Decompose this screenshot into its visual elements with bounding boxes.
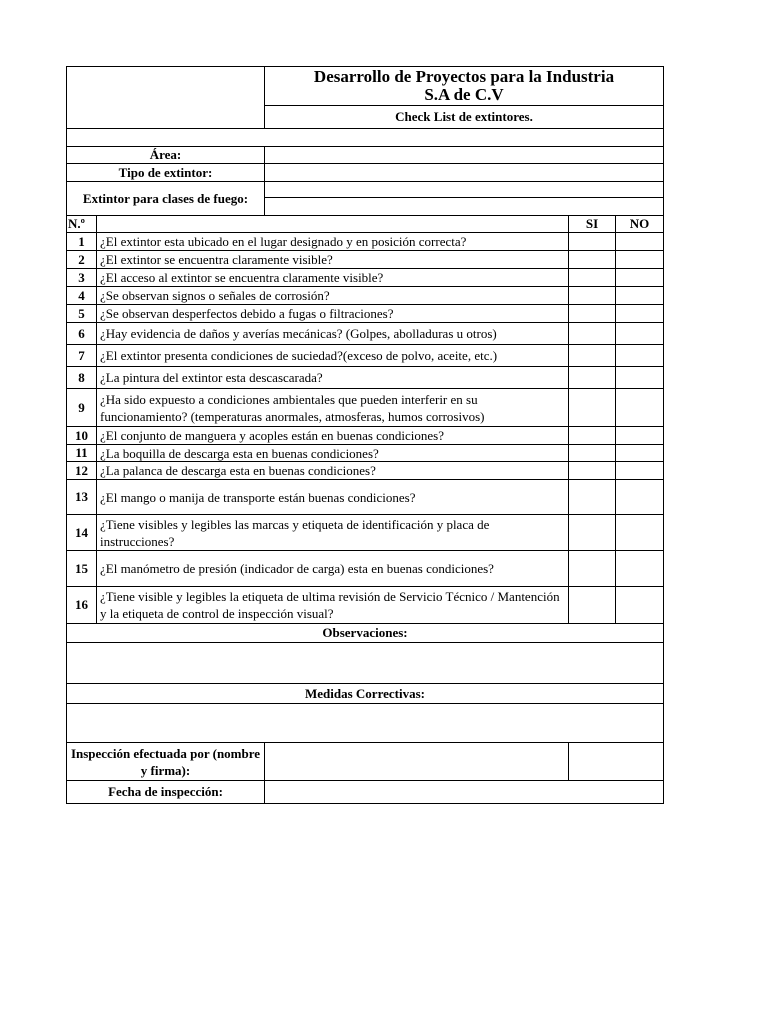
item-question: ¿La boquilla de descarga esta en buenas condiciones?: [97, 445, 569, 461]
table-row: [67, 480, 663, 515]
table-row: [67, 551, 663, 587]
si-checkbox[interactable]: [569, 551, 616, 586]
item-question: ¿La pintura del extintor esta descascarada?: [97, 367, 569, 388]
clases-label: Extintor para clases de fuego:: [67, 182, 265, 215]
no-checkbox[interactable]: [616, 251, 663, 268]
no-header: NO: [629, 216, 650, 231]
si-checkbox[interactable]: [569, 345, 616, 366]
medidas-label: Medidas Correctivas:: [305, 685, 425, 701]
si-checkbox[interactable]: [569, 587, 616, 623]
table-row: [67, 427, 663, 445]
si-checkbox[interactable]: [569, 305, 616, 322]
no-checkbox[interactable]: [616, 345, 663, 366]
item-number: 11: [67, 445, 97, 461]
logo-area: [67, 67, 265, 128]
table-row: [67, 367, 663, 389]
observaciones-label: Observaciones:: [322, 625, 408, 640]
si-checkbox[interactable]: [569, 389, 616, 426]
table-row: [67, 587, 663, 624]
inspeccion-field[interactable]: [265, 743, 569, 780]
item-question: ¿El acceso al extintor se encuentra claramente visible?: [97, 269, 569, 286]
item-question: ¿La palanca de descarga esta en buenas condiciones?: [97, 462, 569, 479]
medidas-header-row: [67, 684, 663, 704]
item-number: 3: [67, 269, 97, 286]
table-row: [67, 251, 663, 269]
si-checkbox[interactable]: [569, 515, 616, 550]
item-question: ¿El conjunto de manguera y acoples están en buenas condiciones?: [97, 427, 569, 444]
no-checkbox[interactable]: [616, 389, 663, 426]
item-question: ¿Se observan desperfectos debido a fugas o filtraciones?: [97, 305, 569, 322]
si-header: SI: [569, 216, 616, 232]
observaciones-field[interactable]: [67, 643, 663, 684]
company-name: [265, 67, 663, 106]
si-checkbox[interactable]: [569, 427, 616, 444]
item-question: ¿El extintor presenta condiciones de suciedad?(exceso de polvo, aceite, etc.): [97, 345, 569, 366]
clases-row: [67, 182, 663, 216]
no-checkbox[interactable]: [616, 445, 663, 461]
si-checkbox[interactable]: [569, 462, 616, 479]
item-question: ¿El extintor se encuentra claramente visible?: [97, 251, 569, 268]
no-checkbox[interactable]: [616, 587, 663, 623]
no-checkbox[interactable]: [616, 269, 663, 286]
no-checkbox[interactable]: [616, 323, 663, 344]
si-checkbox[interactable]: [569, 251, 616, 268]
item-question: ¿Se observan signos o señales de corrosión?: [97, 287, 569, 304]
table-row: [67, 305, 663, 323]
title-block: [265, 67, 663, 128]
item-number: 9: [67, 389, 97, 426]
tipo-label: Tipo de extintor:: [67, 164, 265, 181]
item-number: 12: [67, 462, 97, 479]
item-question: ¿El mango o manija de transporte están buenas condiciones?: [97, 480, 569, 514]
checklist-form: [66, 66, 664, 804]
item-number: 8: [67, 367, 97, 388]
num-header: N.º: [67, 216, 97, 232]
table-row: [67, 233, 663, 251]
table-row: [67, 345, 663, 367]
item-question: ¿El extintor esta ubicado en el lugar designado y en posición correcta?: [97, 233, 569, 250]
item-number: 14: [67, 515, 97, 550]
header-row: [67, 67, 663, 129]
tipo-row: [67, 164, 663, 182]
area-label: Área:: [67, 147, 265, 163]
item-question: ¿Tiene visible y legibles la etiqueta de ultima revisión de Servicio Técnico / Mantención y la etiqueta de control de inspección visual?: [97, 587, 569, 623]
clases-field[interactable]: [265, 182, 663, 215]
item-question: ¿El manómetro de presión (indicador de carga) esta en buenas condiciones?: [97, 551, 569, 586]
fecha-field[interactable]: [265, 781, 663, 803]
table-row: [67, 445, 663, 462]
table-row: [67, 269, 663, 287]
question-header: [97, 216, 569, 232]
tipo-field[interactable]: [265, 164, 663, 181]
fecha-label: Fecha de inspección:: [67, 781, 265, 803]
company-line-1: Desarrollo de Proyectos para la Industria: [313, 67, 615, 86]
si-checkbox[interactable]: [569, 367, 616, 388]
item-number: 16: [67, 587, 97, 623]
item-number: 13: [67, 480, 97, 514]
fecha-row: [67, 781, 663, 803]
spacer-row: [67, 129, 663, 147]
clases-line-1[interactable]: [265, 182, 663, 198]
item-number: 2: [67, 251, 97, 268]
no-checkbox[interactable]: [616, 480, 663, 514]
no-checkbox[interactable]: [616, 305, 663, 322]
si-checkbox[interactable]: [569, 233, 616, 250]
si-checkbox[interactable]: [569, 269, 616, 286]
firma-field[interactable]: [569, 743, 663, 780]
no-checkbox[interactable]: [616, 551, 663, 586]
table-row: [67, 323, 663, 345]
no-checkbox[interactable]: [616, 427, 663, 444]
si-checkbox[interactable]: [569, 323, 616, 344]
item-number: 5: [67, 305, 97, 322]
item-number: 4: [67, 287, 97, 304]
item-number: 6: [67, 323, 97, 344]
item-number: 15: [67, 551, 97, 586]
observaciones-header-row: [67, 624, 663, 643]
no-checkbox[interactable]: [616, 462, 663, 479]
medidas-field[interactable]: [67, 704, 663, 743]
no-checkbox[interactable]: [616, 287, 663, 304]
no-checkbox[interactable]: [616, 233, 663, 250]
si-checkbox[interactable]: [569, 445, 616, 461]
si-checkbox[interactable]: [569, 287, 616, 304]
inspeccion-row: [67, 743, 663, 781]
form-subtitle: Check List de extintores.: [395, 109, 533, 124]
item-question: ¿Hay evidencia de daños y averías mecánicas? (Golpes, abolladuras u otros): [97, 323, 569, 344]
item-number: 1: [67, 233, 97, 250]
si-checkbox[interactable]: [569, 480, 616, 514]
area-field[interactable]: [265, 147, 663, 163]
item-question: ¿Ha sido expuesto a condiciones ambientales que pueden interferir en su funcionamiento? (temperaturas anormales, atmosferas, humos corrosivos): [97, 389, 569, 426]
area-row: [67, 147, 663, 164]
no-checkbox[interactable]: [616, 515, 663, 550]
clases-line-2[interactable]: [265, 198, 663, 215]
table-row: [67, 515, 663, 551]
table-row: [67, 389, 663, 427]
inspeccion-label: Inspección efectuada por (nombre y firma):: [67, 743, 265, 780]
item-number: 7: [67, 345, 97, 366]
table-header-row: [67, 216, 663, 233]
table-row: [67, 287, 663, 305]
table-row: [67, 462, 663, 480]
company-line-2: S.A de C.V: [424, 85, 504, 104]
item-number: 10: [67, 427, 97, 444]
no-checkbox[interactable]: [616, 367, 663, 388]
item-question: ¿Tiene visibles y legibles las marcas y etiqueta de identificación y placa de instrucciones?: [97, 515, 569, 550]
